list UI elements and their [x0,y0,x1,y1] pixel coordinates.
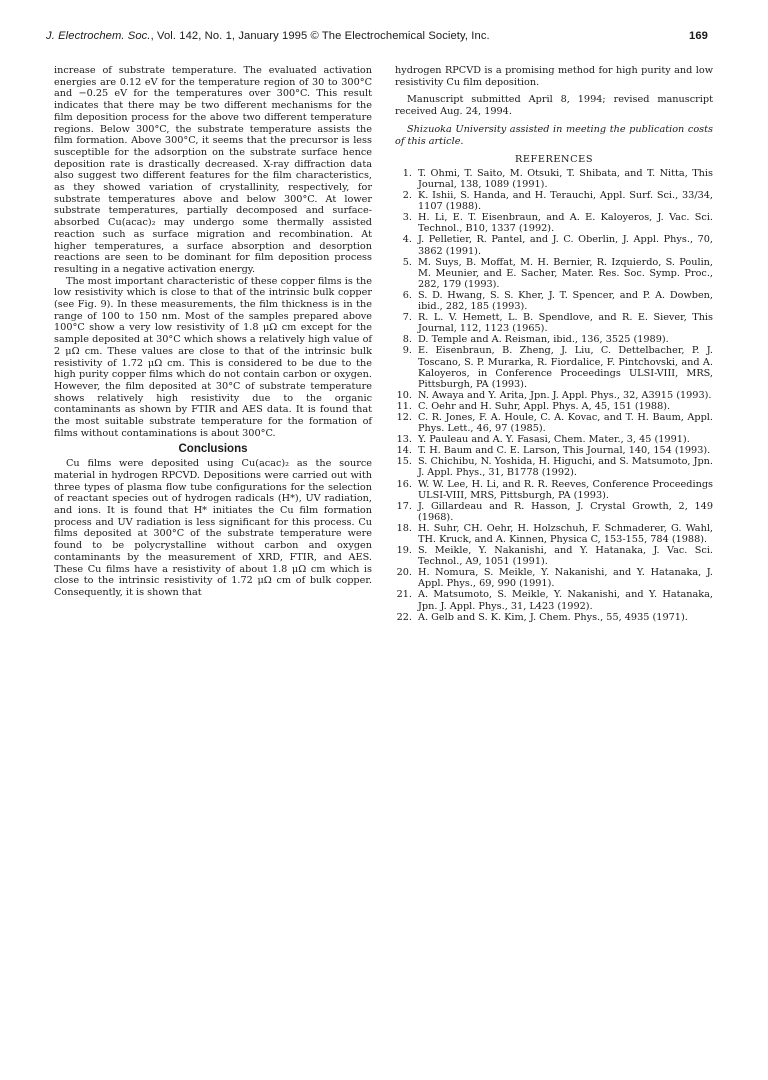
reference-item [395,257,713,290]
reference-item [395,434,713,445]
reference-item [395,168,713,190]
reference-text: Y. Pauleau and A. Y. Fasasi, Chem. Mater., 3, 45 (1991). [418,434,690,446]
journal-name: J. Electrochem. Soc. [46,30,151,42]
reference-item [395,545,713,567]
reference-number: 9. [402,345,412,357]
reference-item [395,445,713,456]
reference-item [395,290,713,312]
reference-text: H. Nomura, S. Meikle, Y. Nakanishi, and Y. Hatanaka, J. Appl. Phys., 69, 990 (1991). [418,567,713,590]
reference-text: C. Oehr and H. Suhr, Appl. Phys. A, 45, 151 (1988). [418,400,671,412]
reference-item [395,190,713,212]
reference-item [395,612,713,623]
reference-number: 13. [396,434,412,446]
reference-item [395,501,713,523]
reference-list [395,168,713,623]
reference-text: H. Suhr, CH. Oehr, H. Holzschuh, F. Schmaderer, G. Wahl, TH. Kruck, and A. Kinnen, Physica C, 153-155, 784 (1988). [418,522,713,546]
reference-item [395,412,713,434]
reference-item [395,589,713,611]
reference-number: 2. [402,190,412,202]
page-number: 169 [689,30,708,42]
reference-number: 5. [402,256,412,268]
reference-number: 22. [396,611,412,623]
conclusions-paragraph: Cu films were deposited using Cu(acac)₂ as the source material in hydrogen RPCVD. Depositions were carried out with three types of plasma flow tube configurations for the selection of reactant species out of hydrogen radicals (H*), UV radiation, and ions. It is found that H* initiates the Cu film formation process and UV radiation is less significant for this process. Cu films deposited at 300°C of the substrate temperature were found to be polycrystalline without carbon and oxygen contaminants by the measurement of XRD, FTIR, and AES. These Cu films have a resistivity of about 1.8 μΩ cm which is close to the intrinsic resistivity of 1.72 μΩ cm of bulk copper. Consequently, it is shown that [54,458,372,598]
conclusions-continuation: hydrogen RPCVD is a promising method for high purity and low resistivity Cu film deposition. [395,65,713,88]
reference-text: C. R. Jones, F. A. Houle, C. A. Kovac, and T. H. Baum, Appl. Phys. Lett., 46, 97 (1985). [418,411,713,435]
reference-number: 6. [402,289,412,301]
reference-item [395,390,713,401]
body-paragraph-1: increase of substrate temperature. The evaluated activation energies are 0.12 eV for the temperature region of 30 to 300°C and −0.25 eV for the temperatures over 300°C. This result indicates that there may be two different mechanisms for the film deposition process for the above two different temperature regions. Below 300°C, the substrate temperature assists the film formation. Above 300°C, it seems that the precursor is less susceptible for the adsorption on the substrate surface hence deposition rate is drastically decreased. X-ray diffraction data also suggest two different features for the film characteristics, as they showed variation of crystallinity, respectively, for substrate temperatures above and below 300°C. At lower substrate temperatures, partially decomposed and surface-absorbed Cu(acac)₂ may undergo some thermally assisted reaction such as surface migration and recombination. At higher temperatures, a surface absorption and desorption reactions are seen to be dominant for film deposition process resulting in a negative activation energy. [54,65,372,275]
reference-item [395,401,713,412]
journal-citation: , Vol. 142, No. 1, January 1995 © The Electrochemical Society, Inc. [150,30,490,42]
reference-text: H. Li, E. T. Eisenbraun, and A. E. Kaloyeros, J. Vac. Sci. Technol., B10, 1337 (1992). [418,212,713,235]
reference-item [395,567,713,589]
left-column [54,65,372,599]
reference-number: 21. [396,589,412,601]
reference-text: J. Pelletier, R. Pantel, and J. C. Oberlin, J. Appl. Phys., 70, 3862 (1991). [418,234,713,257]
reference-number: 4. [402,234,412,246]
reference-text: J. Gillardeau and R. Hasson, J. Crystal Growth, 2, 149 (1968). [418,500,713,523]
reference-number: 3. [402,212,412,224]
reference-text: A. Matsumoto, S. Meikle, Y. Nakanishi, and Y. Hatanaka, Jpn. J. Appl. Phys., 31, L423 (1992). [418,589,713,612]
reference-text: S. D. Hwang, S. S. Kher, J. T. Spencer, and P. A. Dowben, ibid., 282, 185 (1993). [418,289,713,313]
reference-number: 12. [396,411,412,423]
reference-item [395,523,713,545]
reference-item [395,212,713,234]
manuscript-dates: Manuscript submitted April 8, 1994; revised manuscript received Aug. 24, 1994. [395,94,713,118]
reference-number: 19. [396,545,412,557]
reference-number: 14. [396,445,412,457]
reference-text: D. Temple and A. Reisman, ibid., 136, 3525 (1989). [418,334,669,346]
reference-item [395,312,713,334]
references-heading: REFERENCES [514,154,594,166]
running-header [46,30,708,46]
reference-text: T. H. Baum and C. E. Larson, This Journal, 140, 154 (1993). [418,445,711,457]
reference-item [395,456,713,478]
reference-text: S. Chichibu, N. Yoshida, H. Higuchi, and S. Matsumoto, Jpn. J. Appl. Phys., 31, B1778 (1992). [418,456,713,479]
reference-number: 15. [396,456,412,468]
reference-number: 17. [396,500,412,512]
reference-number: 1. [402,167,412,179]
reference-text: E. Eisenbraun, B. Zheng, J. Liu, C. Dettelbacher, P. J. Toscano, S. P. Murarka, R. Fiordalice, F. Pintchovski, and A. Kaloyeros, in Conference Proceedings ULSI-VIII, MRS, Pittsburgh, PA (1993). [418,345,713,390]
right-column [395,65,713,623]
reference-text: W. W. Lee, H. Li, and R. R. Reeves, Conference Proceedings ULSI-VIII, MRS, Pittsburgh, PA (1993). [418,478,713,501]
reference-text: N. Awaya and Y. Arita, Jpn. J. Appl. Phys., 32, A3915 (1993). [418,389,712,401]
reference-number: 11. [396,400,412,412]
reference-text: S. Meikle, Y. Nakanishi, and Y. Hatanaka, J. Vac. Sci. Technol., A9, 1051 (1991). [418,545,713,568]
publication-note: Shizuoka University assisted in meeting the publication costs of this article. [395,123,713,147]
reference-text: T. Ohmi, T. Saito, M. Otsuki, T. Shibata, and T. Nitta, This Journal, 138, 1089 (1991). [418,167,713,191]
reference-item [395,234,713,256]
conclusions-heading: Conclusions [178,442,248,455]
reference-number: 20. [396,567,412,579]
reference-text: M. Suys, B. Moffat, M. H. Bernier, R. Izquierdo, S. Poulin, M. Meunier, and E. Sacher, Mater. Res. Soc. Symp. Proc., 282, 179 (1993). [418,256,713,290]
reference-item [395,479,713,501]
reference-number: 16. [396,478,412,490]
reference-number: 18. [396,522,412,534]
reference-text: A. Gelb and S. K. Kim, J. Chem. Phys., 55, 4935 (1971). [418,611,688,623]
reference-item [395,345,713,389]
reference-text: R. L. V. Hemett, L. B. Spendlove, and R. E. Siever, This Journal, 112, 1123 (1965). [418,312,713,335]
body-paragraph-2: The most important characteristic of these copper films is the low resistivity which is close to that of the intrinsic bulk copper (see Fig. 9). In these measurements, the film thickness is in the range of 100 to 150 nm. Most of the samples prepared above 100°C show a very low resistivity of 1.8 μΩ cm except for the sample deposited at 30°C which shows a relatively high value of 2 μΩ cm. These values are close to that of the intrinsic bulk resistivity of 1.72 μΩ cm. This is considered to be due to the high purity copper films which do not contain carbon or oxygen. However, the film deposited at 30°C of substrate temperature shows relatively high resistivity due to the organic contaminants as shown by FTIR and AES data. It is found that the most suitable substrate temperature for the formation of films without contaminations is about 300°C. [54,275,372,439]
reference-item [395,334,713,345]
reference-number: 7. [402,312,412,324]
reference-number: 10. [396,389,412,401]
reference-text: K. Ishii, S. Handa, and H. Terauchi, Appl. Surf. Sci., 33/34, 1107 (1988). [418,190,713,213]
reference-number: 8. [402,334,412,346]
